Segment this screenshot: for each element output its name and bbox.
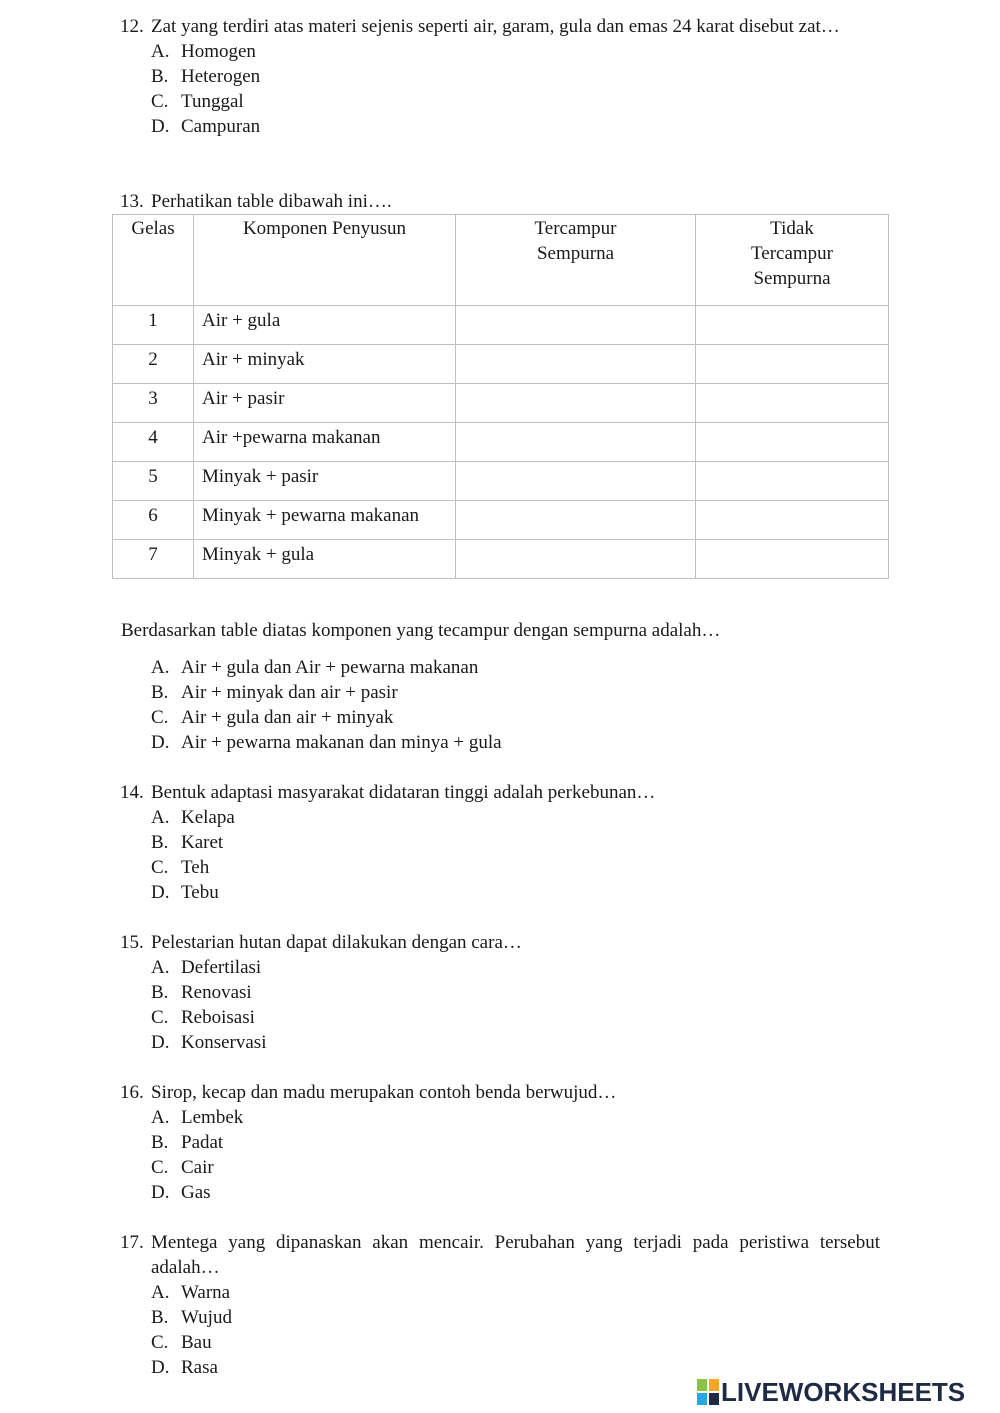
question-text: Perhatikan table dibawah ini….: [151, 191, 392, 212]
tercampur-cell[interactable]: [456, 306, 696, 345]
gelas-cell: 6: [148, 505, 158, 526]
tercampur-cell[interactable]: [456, 345, 696, 384]
question-number: 14.: [120, 782, 144, 803]
option-a[interactable]: A. Air + gula dan Air + pewarna makanan: [151, 657, 479, 678]
komponen-cell: Air + minyak: [202, 349, 305, 370]
table-row: [113, 345, 889, 384]
table-row: [113, 384, 889, 423]
table-row: [113, 306, 889, 345]
header-gelas: Gelas: [113, 215, 194, 306]
option-c[interactable]: C. Reboisasi: [151, 1007, 255, 1028]
header-komponen: Komponen Penyusun: [194, 215, 456, 306]
option-d[interactable]: D. Campuran: [151, 116, 261, 137]
question-text: Mentega yang dipanaskan akan mencair. Perubahan yang terjadi pada peristiwa tersebut adalah…: [151, 1232, 880, 1278]
table-row: [113, 462, 889, 501]
tercampur-cell[interactable]: [456, 384, 696, 423]
question-stem: [120, 1080, 880, 1105]
option-b[interactable]: B. Renovasi: [151, 982, 252, 1003]
tidak-tercampur-cell[interactable]: [696, 462, 889, 501]
komponen-cell: Air + gula: [202, 310, 281, 331]
komponen-cell: Air +pewarna makanan: [202, 427, 381, 448]
gelas-cell: 1: [148, 310, 158, 331]
liveworksheets-logo: [697, 1376, 966, 1407]
question-text: Bentuk adaptasi masyarakat didataran tinggi adalah perkebunan…: [151, 782, 656, 803]
option-c[interactable]: C. Bau: [151, 1332, 212, 1353]
question-13-followup: [121, 618, 720, 755]
table-header-row: [113, 215, 889, 306]
tidak-tercampur-cell[interactable]: [696, 345, 889, 384]
question-stem: [120, 189, 880, 214]
mixture-table: [112, 214, 889, 579]
option-c[interactable]: C. Tunggal: [151, 91, 244, 112]
tercampur-cell[interactable]: [456, 462, 696, 501]
option-b[interactable]: B. Heterogen: [151, 66, 261, 87]
question-stem: [120, 930, 880, 955]
question-stem: [120, 14, 880, 39]
option-b[interactable]: B. Padat: [151, 1132, 224, 1153]
option-a[interactable]: A. Kelapa: [151, 807, 235, 828]
question-number: 17.: [120, 1232, 144, 1253]
question-17: [120, 1230, 880, 1380]
komponen-cell: Air + pasir: [202, 388, 285, 409]
question-number: 16.: [120, 1082, 144, 1103]
komponen-cell: Minyak + pasir: [202, 466, 319, 487]
followup-text: Berdasarkan table diatas komponen yang tecampur dengan sempurna adalah…: [121, 620, 721, 641]
option-c[interactable]: C. Teh: [151, 857, 210, 878]
option-list: [151, 955, 880, 1055]
tidak-tercampur-cell[interactable]: [696, 306, 889, 345]
header-tercampur: Tercampur Sempurna: [456, 215, 696, 306]
question-12: [120, 14, 880, 139]
gelas-cell: 5: [148, 466, 158, 487]
option-a[interactable]: A. Homogen: [151, 41, 256, 62]
option-b[interactable]: B. Karet: [151, 832, 224, 853]
option-a[interactable]: A. Lembek: [151, 1107, 244, 1128]
table-row: [113, 423, 889, 462]
tidak-tercampur-cell[interactable]: [696, 501, 889, 540]
komponen-cell: Minyak + pewarna makanan: [202, 505, 419, 526]
question-text: Pelestarian hutan dapat dilakukan dengan cara…: [151, 932, 522, 953]
question-14: [120, 780, 880, 905]
option-list: [151, 1105, 880, 1205]
option-c[interactable]: C. Air + gula dan air + minyak: [151, 707, 394, 728]
option-b[interactable]: B. Air + minyak dan air + pasir: [151, 682, 398, 703]
question-number: 15.: [120, 932, 144, 953]
question-16: [120, 1080, 880, 1205]
table-row: [113, 501, 889, 540]
gelas-cell: 2: [148, 349, 158, 370]
option-d[interactable]: D. Rasa: [151, 1357, 218, 1378]
question-number: 13.: [120, 191, 144, 212]
gelas-cell: 4: [148, 427, 158, 448]
option-list: [151, 1280, 880, 1380]
option-d[interactable]: D. Konservasi: [151, 1032, 267, 1053]
question-15: [120, 930, 880, 1055]
question-text: Zat yang terdiri atas materi sejenis seperti air, garam, gula dan emas 24 karat disebut zat…: [151, 16, 840, 37]
tidak-tercampur-cell[interactable]: [696, 540, 889, 579]
liveworksheets-wordmark: LIVEWORKSHEETS: [721, 1376, 966, 1407]
liveworksheets-icon: [697, 1379, 719, 1405]
question-stem: [120, 1230, 880, 1280]
tidak-tercampur-cell[interactable]: [696, 423, 889, 462]
question-text: Sirop, kecap dan madu merupakan contoh benda berwujud…: [151, 1082, 617, 1103]
option-d[interactable]: D. Gas: [151, 1182, 211, 1203]
question-number: 12.: [120, 16, 144, 37]
question-stem: [120, 780, 880, 805]
tercampur-cell[interactable]: [456, 540, 696, 579]
header-tidak-tercampur: Tidak Tercampur Sempurna: [696, 215, 889, 306]
tercampur-cell[interactable]: [456, 501, 696, 540]
tercampur-cell[interactable]: [456, 423, 696, 462]
option-b[interactable]: B. Wujud: [151, 1307, 232, 1328]
option-list: [151, 39, 880, 139]
table-row: [113, 540, 889, 579]
option-list: [151, 655, 720, 755]
tidak-tercampur-cell[interactable]: [696, 384, 889, 423]
gelas-cell: 3: [148, 388, 158, 409]
option-list: [151, 805, 880, 905]
question-13: [120, 189, 880, 214]
option-d[interactable]: D. Air + pewarna makanan dan minya + gula: [151, 732, 502, 753]
option-c[interactable]: C. Cair: [151, 1157, 214, 1178]
gelas-cell: 7: [148, 544, 158, 565]
option-a[interactable]: A. Warna: [151, 1282, 231, 1303]
komponen-cell: Minyak + gula: [202, 544, 315, 565]
option-d[interactable]: D. Tebu: [151, 882, 219, 903]
option-a[interactable]: A. Defertilasi: [151, 957, 262, 978]
